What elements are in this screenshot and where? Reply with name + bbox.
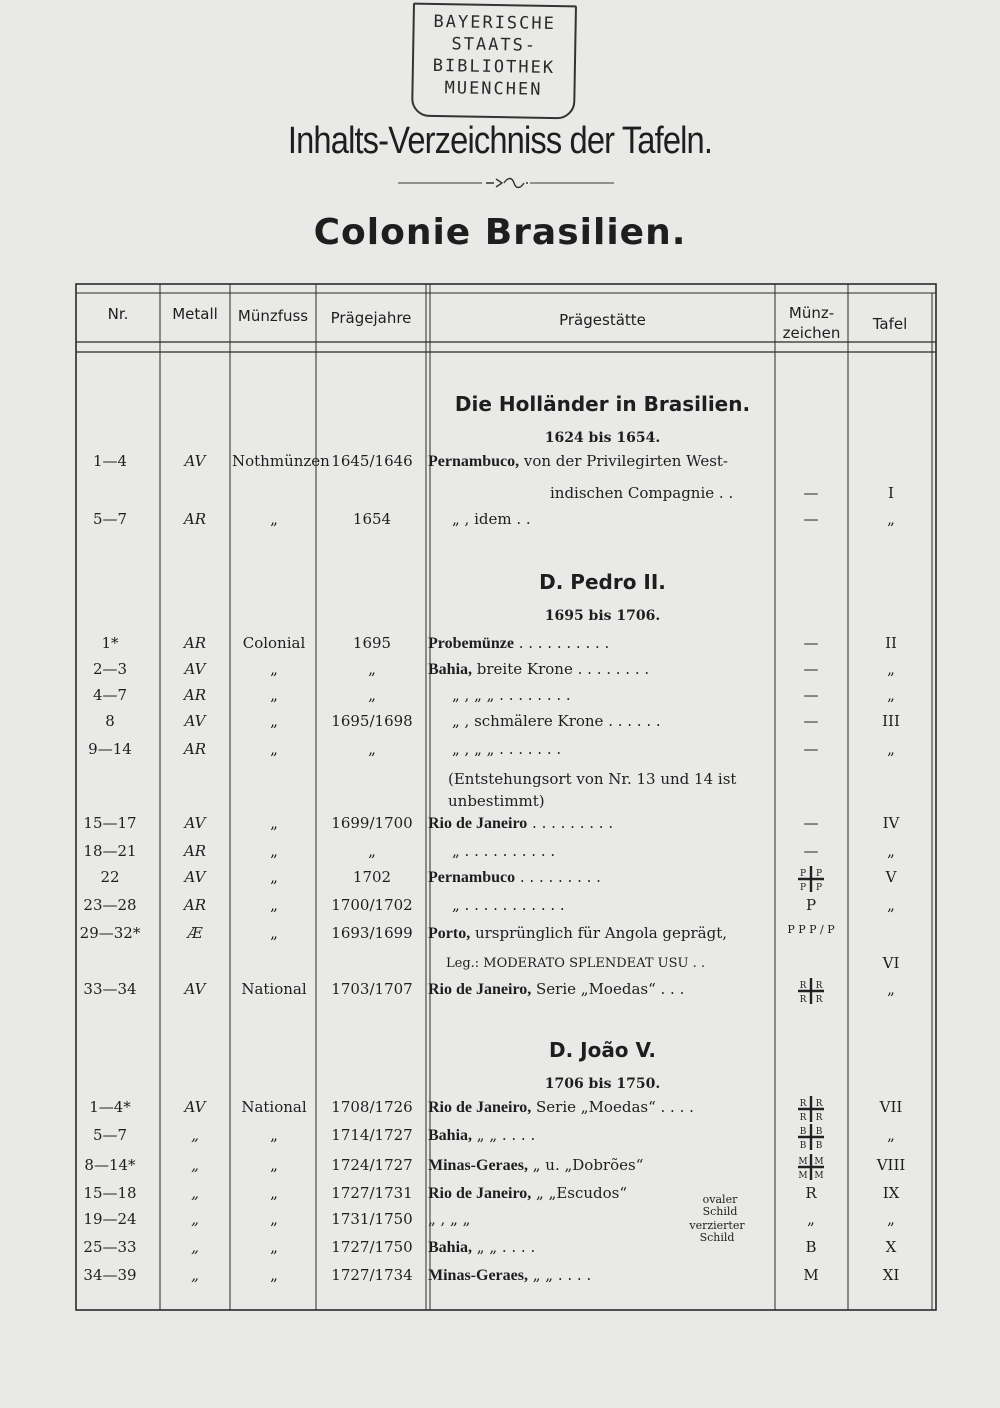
cell-tafel: „	[887, 1126, 895, 1144]
cell-praegestaette	[428, 634, 773, 653]
stamp-line: BIBLIOTHEK	[432, 55, 556, 79]
svg-text:R: R	[799, 981, 807, 991]
cell-metall: AV	[184, 452, 206, 470]
mint-description: unbestimmt)	[448, 792, 545, 810]
cell-tafel: III	[882, 712, 900, 730]
cell-muenzzeichen: R	[805, 1184, 817, 1202]
header-praegestaette: Prägestätte	[559, 311, 646, 329]
header-metall: Metall	[172, 305, 218, 323]
mint-description: „ „ . . . .	[472, 1126, 536, 1144]
table-row	[0, 814, 1000, 840]
cell-muenzfuss: „	[270, 868, 278, 886]
cell-praegestaette	[452, 740, 797, 759]
cell-muenzfuss: „	[270, 712, 278, 730]
cell-metall: AR	[183, 510, 207, 528]
cell-nr: 18—21	[83, 842, 137, 860]
cell-nr: 4—7	[92, 686, 128, 704]
cell-muenzfuss: „	[270, 686, 278, 704]
cell-praegestaette	[428, 660, 773, 679]
cell-praegejahre: 1702	[352, 868, 392, 886]
cell-muenzzeichen: —	[803, 686, 819, 704]
cell-muenzfuss: „	[270, 740, 278, 758]
mint-description: Leg.: MODERATO SPLENDEAT USU . .	[446, 956, 705, 971]
cell-tafel: I	[888, 484, 894, 502]
mint-description: „ u. „Dobrões“	[527, 1156, 644, 1174]
cell-muenzfuss: „	[270, 924, 278, 942]
cell-metall: AR	[183, 842, 207, 860]
table-row	[0, 484, 1000, 510]
cell-nr: 8—14*	[84, 1156, 136, 1174]
section-period: 1706 bis 1750.	[544, 1076, 661, 1092]
mint-place: Pernambuco,	[428, 453, 520, 470]
page-subtitle: Colonie Brasilien.	[313, 212, 687, 253]
table-row	[0, 842, 1000, 868]
cell-nr: 1—4	[92, 452, 128, 470]
cell-metall: „	[191, 1266, 199, 1284]
table-row	[0, 980, 1000, 1006]
svg-text:P: P	[815, 883, 823, 893]
cell-praegestaette	[428, 1156, 773, 1175]
cell-muenzzeichen: P	[805, 896, 817, 914]
cell-nr: 25—33	[83, 1238, 137, 1256]
table-row	[0, 1210, 1000, 1236]
mint-description: . . . . . . . . .	[527, 814, 614, 832]
mint-description: von der Privilegirten West-	[519, 452, 729, 470]
note-line: Schild	[702, 1205, 738, 1218]
cell-tafel: IX	[882, 1184, 900, 1202]
cell-muenzzeichen: —	[803, 842, 819, 860]
mint-place: Rio de Janeiro,	[428, 1099, 532, 1116]
svg-text:R: R	[815, 981, 823, 991]
svg-text:M: M	[798, 1157, 808, 1167]
mint-place: Rio de Janeiro,	[428, 981, 532, 998]
table-row	[0, 868, 1000, 894]
cell-muenzfuss: „	[270, 1156, 278, 1174]
table-row	[0, 1126, 1000, 1152]
cell-muenzzeichen: —	[803, 634, 819, 652]
cell-praegestaette	[452, 686, 797, 705]
mint-place: Probemünze	[428, 635, 514, 652]
cell-praegestaette	[428, 452, 773, 471]
note-line: ovaler	[702, 1193, 738, 1206]
cell-muenzfuss: „	[270, 842, 278, 860]
table-row	[0, 1266, 1000, 1292]
cell-metall: AV	[184, 980, 206, 998]
header-tafel: Tafel	[872, 315, 908, 333]
cell-metall: AV	[184, 660, 206, 678]
cell-nr: 8	[105, 712, 115, 730]
cell-muenzzeichen	[775, 1152, 847, 1186]
table-row	[0, 1184, 1000, 1210]
cell-muenzfuss: National	[241, 1098, 307, 1116]
cell-muenzfuss: „	[270, 896, 278, 914]
cell-nr: 33—34	[83, 980, 137, 998]
cell-nr: 29—32*	[79, 924, 141, 942]
mint-description: Serie „Moedas“ . . . .	[531, 1098, 694, 1116]
cell-nr: 19—24	[83, 1210, 137, 1228]
cell-metall: „	[191, 1156, 199, 1174]
cell-praegejahre: 1727/1734	[331, 1266, 413, 1284]
mint-description: „ , „ „	[428, 1210, 471, 1228]
mint-description: . . . . . . . . . .	[513, 634, 610, 652]
cell-nr: 5—7	[92, 1126, 128, 1144]
header-muenzzeichen-line: zeichen	[782, 324, 841, 342]
cell-muenzfuss: Nothmünzen	[232, 452, 330, 470]
cell-praegejahre: 1703/1707	[331, 980, 413, 998]
mint-description: „ . . . . . . . . . . .	[452, 896, 565, 914]
cell-muenzzeichen: —	[803, 712, 819, 730]
cell-muenzfuss: „	[270, 1238, 278, 1256]
cell-praegestaette	[452, 842, 797, 861]
cell-tafel: „	[887, 740, 895, 758]
cell-muenzzeichen: —	[803, 740, 819, 758]
cell-nr: 1*	[101, 634, 119, 652]
cell-tafel: XI	[882, 1266, 900, 1284]
section-title: Die Holländer in Brasilien.	[454, 392, 751, 416]
cell-nr: 1—4*	[89, 1098, 131, 1116]
mint-place: Minas-Geraes,	[428, 1267, 528, 1284]
cell-tafel: „	[887, 842, 895, 860]
table-row	[0, 712, 1000, 738]
cell-praegestaette	[428, 1098, 773, 1117]
cell-praegestaette	[428, 924, 773, 943]
cell-muenzzeichen-ppp: P P P / P	[787, 923, 835, 936]
cell-muenzzeichen: B	[805, 1238, 817, 1256]
header-muenzzeichen-line: Münz-	[788, 304, 835, 322]
cell-tafel: „	[887, 660, 895, 678]
cell-tafel: „	[887, 980, 895, 998]
header-praegejahre: Prägejahre	[330, 309, 412, 327]
cell-muenzzeichen: „	[807, 1210, 815, 1228]
mint-mark-cross-icon	[796, 981, 826, 1010]
cell-nr: 15—17	[83, 814, 137, 832]
cell-metall: „	[191, 1126, 199, 1144]
cell-muenzfuss: National	[241, 980, 307, 998]
cell-metall: AR	[183, 896, 207, 914]
cell-muenzzeichen: —	[803, 510, 819, 528]
svg-text:M: M	[814, 1157, 824, 1167]
cell-metall: AV	[184, 712, 206, 730]
cell-tafel: „	[887, 686, 895, 704]
mint-place: Rio de Janeiro,	[428, 1185, 532, 1202]
mint-description: „ , „ „ . . . . . . . .	[452, 686, 571, 704]
ornament-divider	[398, 176, 614, 190]
cell-praegejahre: 1724/1727	[331, 1156, 413, 1174]
cell-praegestaette	[452, 712, 797, 731]
cell-tafel: „	[887, 510, 895, 528]
table-row	[0, 686, 1000, 712]
section-title: D. Pedro II.	[539, 570, 666, 594]
cell-muenzfuss: „	[270, 1266, 278, 1284]
mint-place: Minas-Geraes,	[428, 1157, 528, 1174]
section-title: D. João V.	[548, 1038, 657, 1062]
cell-metall: AV	[184, 868, 206, 886]
cell-nr: 34—39	[83, 1266, 137, 1284]
svg-text:R: R	[799, 1099, 807, 1109]
cell-metall: „	[191, 1184, 199, 1202]
svg-text:R: R	[799, 995, 807, 1005]
mint-place: Pernambuco	[428, 869, 516, 886]
mint-place: Rio de Janeiro	[428, 815, 528, 832]
cell-muenzfuss: „	[270, 1184, 278, 1202]
mint-description: . . . . . . . . .	[515, 868, 601, 886]
cell-praegestaette	[452, 896, 797, 915]
mint-description: „ , idem . .	[452, 510, 531, 528]
table-row	[0, 954, 1000, 980]
section-period: 1695 bis 1706.	[544, 608, 661, 624]
cell-praegestaette	[448, 770, 793, 789]
header-nr: Nr.	[107, 305, 129, 323]
cell-praegejahre: „	[368, 740, 376, 758]
cell-metall: „	[191, 1238, 199, 1256]
cell-nr: 22	[100, 868, 120, 886]
cell-praegestaette	[428, 980, 773, 999]
cell-tafel: VI	[882, 954, 900, 972]
table-row	[0, 1156, 1000, 1182]
mint-description: „ , schmälere Krone . . . . . .	[452, 712, 661, 730]
cell-praegejahre: 1731/1750	[331, 1210, 413, 1228]
cell-muenzzeichen: M	[803, 1266, 819, 1284]
cell-metall: AV	[184, 1098, 206, 1116]
cell-tafel: „	[887, 896, 895, 914]
table-row	[0, 660, 1000, 686]
cell-praegestaette	[428, 1266, 773, 1285]
table-row	[0, 1238, 1000, 1264]
cell-nr: 23—28	[83, 896, 137, 914]
mint-place: Bahia,	[428, 1239, 473, 1256]
cell-praegejahre: 1699/1700	[331, 814, 413, 832]
page-title: Inhalts-Verzeichniss der Tafeln.	[287, 120, 713, 162]
mint-description: ursprünglich für Angola geprägt,	[470, 924, 727, 942]
cell-praegestaette	[448, 792, 793, 811]
mint-description: „ , „ „ . . . . . . .	[452, 740, 562, 758]
cell-muenzfuss: „	[270, 1210, 278, 1228]
cell-praegestaette	[428, 814, 773, 833]
cell-muenzzeichen	[775, 864, 847, 898]
cell-muenzzeichen: —	[803, 814, 819, 832]
cell-praegejahre: 1708/1726	[331, 1098, 413, 1116]
svg-text:R: R	[815, 995, 823, 1005]
svg-text:R: R	[815, 1113, 823, 1123]
cell-muenzfuss: Colonial	[242, 634, 306, 652]
table-row	[0, 634, 1000, 660]
mint-place: Porto,	[428, 925, 471, 942]
cell-tafel: VII	[879, 1098, 903, 1116]
cell-praegejahre: 1693/1699	[331, 924, 413, 942]
cell-tafel: „	[887, 1210, 895, 1228]
svg-text:M: M	[814, 1171, 824, 1181]
mint-description: breite Krone . . . . . . . .	[472, 660, 650, 678]
cell-tafel: II	[885, 634, 897, 652]
cell-nr: 2—3	[92, 660, 128, 678]
svg-text:P: P	[799, 883, 807, 893]
cell-praegejahre: 1700/1702	[331, 896, 413, 914]
table-row	[0, 924, 1000, 950]
svg-text:B: B	[815, 1141, 823, 1151]
mint-description: (Entstehungsort von Nr. 13 und 14 ist	[448, 770, 737, 788]
cell-tafel: X	[885, 1238, 897, 1256]
svg-text:P: P	[799, 869, 807, 879]
cell-praegejahre: 1714/1727	[331, 1126, 413, 1144]
cell-metall: „	[191, 1210, 199, 1228]
cell-metall: AR	[183, 740, 207, 758]
cell-praegejahre: „	[368, 686, 376, 704]
cell-praegejahre: „	[368, 660, 376, 678]
cell-praegejahre: 1645/1646	[331, 452, 413, 470]
cell-praegejahre: 1727/1750	[331, 1238, 413, 1256]
cell-praegejahre: 1695/1698	[331, 712, 413, 730]
mint-place: Bahia,	[428, 1127, 473, 1144]
table-row	[0, 1098, 1000, 1124]
cell-tafel: VIII	[876, 1156, 906, 1174]
cell-muenzfuss: „	[270, 814, 278, 832]
cell-praegejahre: „	[368, 842, 376, 860]
cell-metall: Æ	[187, 924, 203, 942]
cell-metall: AV	[184, 814, 206, 832]
note-line: verzierter	[689, 1219, 745, 1232]
svg-text:B: B	[815, 1127, 823, 1137]
svg-text:R: R	[799, 1113, 807, 1123]
table-row	[0, 740, 1000, 766]
cell-nr: 9—14	[88, 740, 132, 758]
cell-muenzfuss: „	[270, 1126, 278, 1144]
svg-text:B: B	[799, 1141, 807, 1151]
stamp-line: BAYERISCHE	[433, 11, 557, 35]
cell-muenzfuss: „	[270, 660, 278, 678]
cell-nr: 15—18	[83, 1184, 137, 1202]
stamp-line: STAATS-	[451, 34, 538, 56]
mint-description: „ „ . . . .	[527, 1266, 592, 1284]
header-muenzzeichen	[775, 303, 848, 343]
mint-description: indischen Compagnie . .	[550, 484, 734, 502]
cell-muenzzeichen	[775, 1122, 847, 1156]
table-row	[0, 896, 1000, 922]
mint-description: Serie „Moedas“ . . .	[531, 980, 685, 998]
cell-muenzfuss: „	[270, 510, 278, 528]
library-stamp	[411, 3, 577, 120]
svg-text:B: B	[799, 1127, 807, 1137]
cell-muenzzeichen: —	[803, 484, 819, 502]
cell-metall: AR	[183, 634, 207, 652]
note-verzierter	[684, 1220, 750, 1244]
cell-muenzzeichen: —	[803, 660, 819, 678]
section-period: 1624 bis 1654.	[544, 430, 661, 446]
header-muenzfuss: Münzfuss	[237, 307, 309, 325]
cell-praegejahre: 1654	[352, 510, 392, 528]
svg-text:R: R	[815, 1099, 823, 1109]
svg-text:P: P	[815, 869, 823, 879]
cell-praegestaette	[428, 868, 773, 887]
table-row	[0, 510, 1000, 536]
cell-praegestaette	[446, 954, 791, 972]
cell-metall: AR	[183, 686, 207, 704]
stamp-line: MUENCHEN	[444, 78, 543, 100]
note-ovaler	[690, 1194, 750, 1218]
cell-muenzzeichen	[775, 976, 847, 1010]
cell-praegestaette	[428, 1126, 773, 1145]
mint-description: „ „ . . . .	[472, 1238, 536, 1256]
cell-tafel: V	[885, 868, 897, 886]
cell-tafel: IV	[882, 814, 900, 832]
mint-description: „ „Escudos“	[531, 1184, 628, 1202]
mint-place: Bahia,	[428, 661, 473, 678]
cell-praegejahre: 1695	[352, 634, 392, 652]
note-line: Schild	[699, 1231, 735, 1244]
cell-praegestaette	[452, 510, 797, 529]
table-row	[0, 452, 1000, 478]
svg-text:M: M	[798, 1171, 808, 1181]
mint-description: „ . . . . . . . . . .	[452, 842, 556, 860]
cell-nr: 5—7	[92, 510, 128, 528]
cell-praegejahre: 1727/1731	[331, 1184, 413, 1202]
